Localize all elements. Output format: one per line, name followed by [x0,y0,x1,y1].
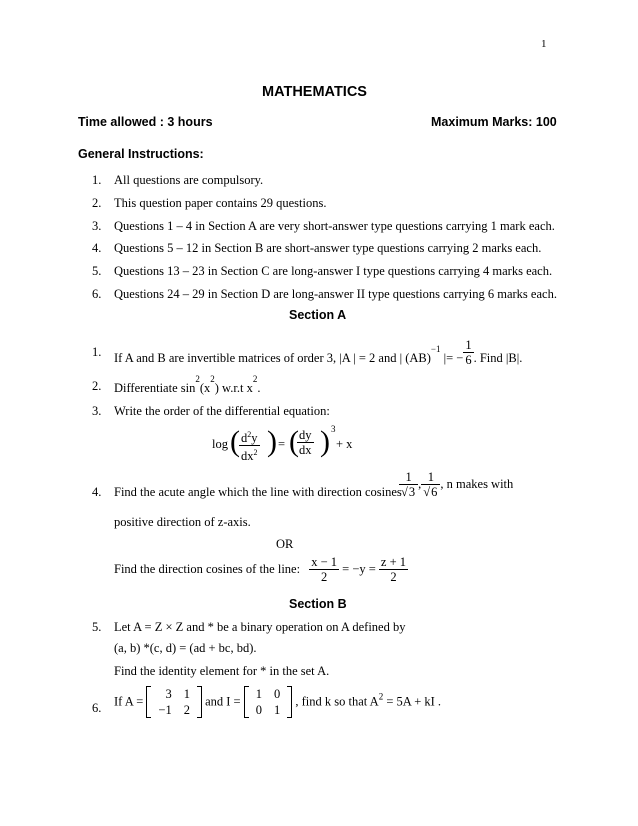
instruction-number: 4. [92,241,102,255]
instruction-text: This question paper contains 29 questions. [114,196,327,210]
q4-f2n: z + 1 [380,555,407,569]
q3-paren-open-1: ( [230,425,240,458]
q4-alt [114,555,408,584]
q3-plus-x: + x [336,437,353,451]
q2-text-c: ) w.r.t x [214,381,253,396]
q3-equals: = [278,437,286,451]
instruction-number: 2. [92,196,102,210]
q3-y: y [251,431,258,446]
q2-sup2: 2 [210,374,215,384]
q4-n1: 1 [399,470,418,485]
section-b-heading: Section B [289,597,347,611]
question-number: 5. [92,620,102,634]
instruction-text: Questions 24 – 29 in Section D are long-answer II type questions carrying 6 marks each. [114,287,557,301]
q2-text-a: Differentiate sin [114,381,196,396]
q4-n2: 1 [421,470,440,485]
q4-frac-1: $\frac{1}{√3}$ [399,470,418,499]
q3-paren-open-2: ( [289,425,299,458]
instruction-text: Questions 1 – 4 in Section A are very short-answer type questions carrying 1 mark each. [114,219,555,233]
q4-alt-frac-2 [379,555,408,584]
q1-text-mid: |= − [440,351,464,366]
matrix-i-cell: 1 [273,703,281,717]
q6-text-d: = 5A + kI . [383,694,442,709]
matrix-a-cell: −1 [158,703,172,717]
q4-alt-text: Find the direction cosines of the line: [114,562,301,576]
q3-dy-dx [297,428,314,457]
q2-text-b: (x [199,381,211,396]
q1-frac-den: 6 [465,353,472,367]
q4-frac-2: $\frac{1}{√6}$ [421,470,440,499]
instruction-number: 6. [92,287,102,301]
q6-text [114,686,441,718]
q3-dx: dx [241,449,254,464]
q4-direction-cosines: $\frac{1}{√3}$ , $\frac{1}{√6}$ , n makes with [401,470,514,499]
q3-d2y-dx2 [239,428,260,463]
question-number: 6. [92,701,102,715]
time-allowed: Time allowed : 3 hours [78,115,213,129]
q3-log: log [212,437,228,451]
question-number: 3. [92,404,102,418]
q4-f2d: 2 [390,570,397,584]
question-number: 1. [92,345,102,359]
q5-text-c: Find the identity element for * in the set A. [114,664,330,678]
q4-f1n: x − 1 [311,555,338,569]
question-1-text [114,330,523,367]
q4-or: OR [276,537,294,551]
section-a-heading: Section A [289,308,347,322]
q4-d2: 6 [431,485,438,499]
q1-fraction [463,338,473,367]
q4-text-b: , n makes with [440,477,514,491]
question-number: 2. [92,379,102,393]
q6-text-c: , find k so that A [295,694,379,709]
q3-text: Write the order of the differential equation: [114,404,330,418]
instruction-number: 1. [92,173,102,187]
q2-sup1: 2 [195,374,200,384]
q1-superscript: −1 [430,344,441,355]
q3-dx-sup: 2 [253,448,258,458]
matrix-i [244,686,293,718]
q6-sup: 2 [378,691,384,702]
q3-dy: dy [299,428,312,442]
q1-frac-num: 1 [465,338,472,352]
q4-alt-frac-1 [309,555,339,584]
q5-text-b: (a, b) *(c, d) = (ad + bc, bd). [114,641,257,655]
page-title: MATHEMATICS [262,84,367,100]
question-2-text [114,374,261,396]
q1-text-start: If A and B are invertible matrices of order 3, |A | = 2 and | (AB) [114,351,431,366]
matrix-i-cell: 1 [255,687,262,701]
q3-d: d [241,431,248,446]
instruction-number: 3. [92,219,102,233]
q4-d1: 3 [408,485,416,499]
q2-sup3: 2 [252,374,258,384]
q3-dx-den: dx [299,443,312,457]
q4-text-c: positive direction of z-axis. [114,515,251,529]
matrix-a-cell: 3 [165,687,172,701]
general-instructions-heading: General Instructions: [78,147,204,161]
question-number: 4. [92,485,102,499]
instruction-number: 5. [92,264,102,278]
instruction-text: All questions are compulsory. [114,173,264,187]
matrix-i-cell: 0 [273,687,281,701]
q3-paren-close-2: ) [320,425,330,458]
q6-text-a: If A = [114,694,147,709]
matrix-a-cell: 2 [183,703,190,717]
matrix-a [146,686,202,718]
q3-power: 3 [331,424,336,434]
q1-text-end: . Find |B|. [473,351,523,366]
instruction-text: Questions 5 – 12 in Section B are short-answer type questions carrying 2 marks each. [114,241,542,255]
maximum-marks: Maximum Marks: 100 [431,115,557,129]
q3-d-sup: 2 [247,430,252,439]
q4-mid: = −y = [339,562,379,576]
q5-text-a: Let A = Z × Z and * be a binary operation on A defined by [114,620,406,634]
q2-text-d: . [257,381,261,396]
q4-f1d: 2 [320,570,328,584]
matrix-i-cell: 0 [255,703,262,717]
matrix-a-cell: 1 [183,687,190,701]
q3-paren-close-1: ) [267,425,277,458]
q6-text-b: and I = [205,694,244,709]
instruction-text: Questions 13 – 23 in Section C are long-answer I type questions carrying 4 marks each. [114,264,553,278]
page-number: 1 [541,38,547,50]
q4-text-a: Find the acute angle which the line with direction cosines [114,485,402,499]
